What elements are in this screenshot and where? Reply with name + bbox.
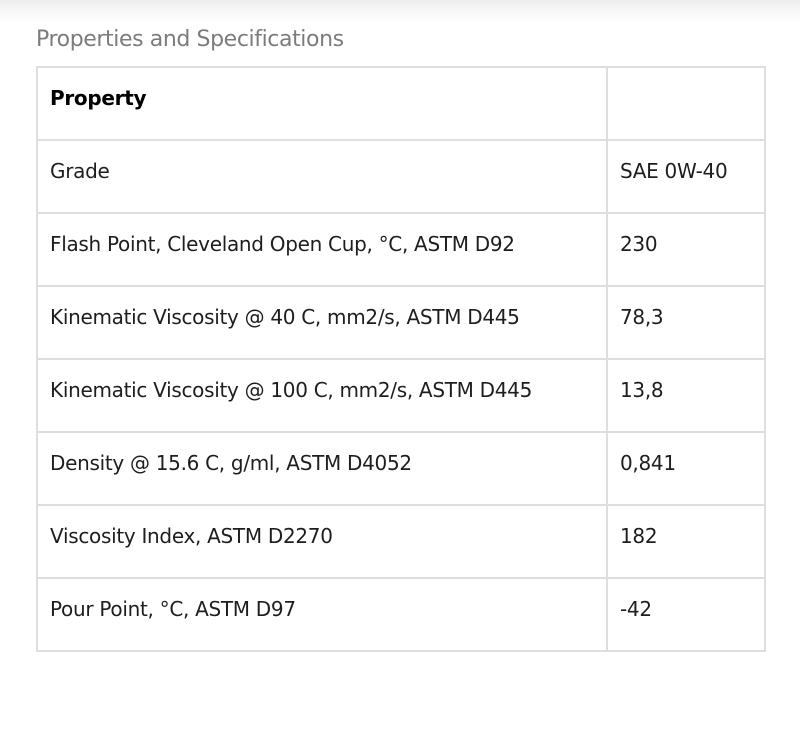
property-value: SAE 0W-40 (620, 159, 728, 183)
property-name: Viscosity Index, ASTM D2270 (50, 524, 333, 548)
property-value: -42 (620, 597, 652, 621)
table-row (37, 286, 765, 359)
property-name: Kinematic Viscosity @ 100 C, mm2/s, ASTM D445 (50, 378, 533, 402)
section-title: Properties and Specifications (36, 27, 344, 52)
table-row (37, 432, 765, 505)
header-label-property: Property (50, 86, 147, 110)
property-cell (37, 432, 607, 505)
property-cell (37, 213, 607, 286)
table-row (37, 213, 765, 286)
table-row (37, 359, 765, 432)
property-name: Pour Point, °C, ASTM D97 (50, 597, 296, 621)
properties-table (36, 66, 766, 652)
property-cell (37, 140, 607, 213)
property-name: Flash Point, Cleveland Open Cup, °C, ASTM D92 (50, 232, 515, 256)
property-value: 78,3 (620, 305, 664, 329)
property-value: 182 (620, 524, 658, 548)
value-cell (607, 359, 765, 432)
value-cell (607, 578, 765, 651)
value-cell (607, 286, 765, 359)
property-cell (37, 359, 607, 432)
value-cell (607, 505, 765, 578)
header-cell-property (37, 67, 607, 140)
value-cell (607, 432, 765, 505)
property-name: Grade (50, 159, 110, 183)
table-row (37, 578, 765, 651)
value-cell (607, 213, 765, 286)
value-cell (607, 140, 765, 213)
property-value: 0,841 (620, 451, 676, 475)
table-header-row (37, 67, 765, 140)
property-cell (37, 286, 607, 359)
property-value: 13,8 (620, 378, 664, 402)
table-row (37, 140, 765, 213)
header-cell-value (607, 67, 765, 140)
property-value: 230 (620, 232, 658, 256)
property-name: Kinematic Viscosity @ 40 C, mm2/s, ASTM D445 (50, 305, 520, 329)
property-cell (37, 505, 607, 578)
property-cell (37, 578, 607, 651)
table-row (37, 505, 765, 578)
property-name: Density @ 15.6 C, g/ml, ASTM D4052 (50, 451, 412, 475)
